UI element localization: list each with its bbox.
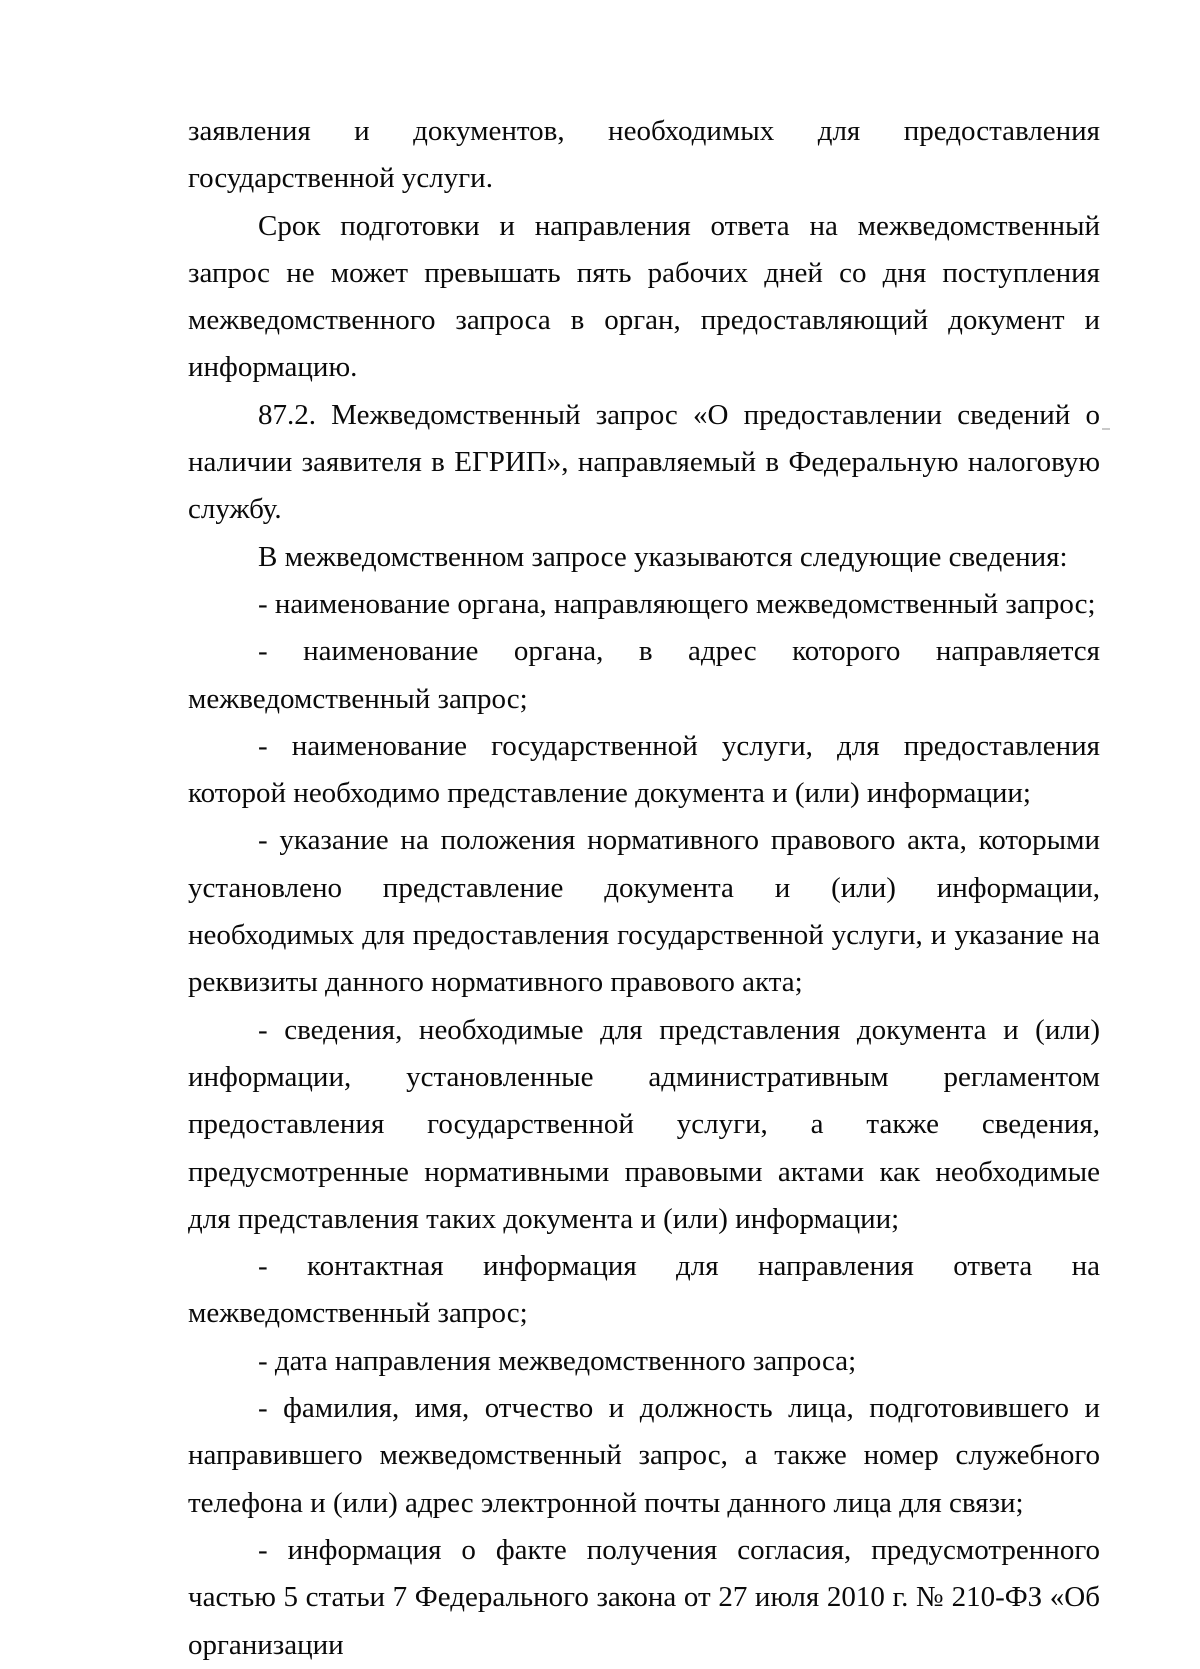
scan-artifact [1102,428,1110,430]
list-item-request-date: - дата направления межведомственного запроса; [258,1344,857,1377]
paragraph-section-87-2: 87.2. Межведомственный запрос «О предоставлении сведений о наличии заявителя в ЕГРИП», направляемый в Федеральную налоговую службу. [188,398,1100,526]
list-item-receiving-authority: - наименование органа, в адрес которого направляется межведомственный запрос; [188,635,1100,715]
list-item-contact-info: - контактная информация для направления ответа на межведомственный запрос; [188,1250,1100,1330]
paragraph-response-deadline: Срок подготовки и направления ответа на межведомственный запрос не может превышать пять рабочих дней со дня поступления межведомственного запроса в орган, предоставляющий документ и информацию. [188,209,1100,384]
list-item-consent-info: - информация о факте получения согласия, предусмотренного частью 5 статьи 7 Федерального закона от 27 июля 2010 г. № 210-ФЗ «Об организации [188,1533,1100,1661]
list-item-service-name: - наименование государственной услуги, для предоставления которой необходимо представление документа и (или) информации; [188,729,1100,810]
list-item-sending-authority: - наименование органа, направляющего межведомственный запрос; [258,587,1096,620]
document-body [188,108,1100,1669]
list-item-responsible-person: - фамилия, имя, отчество и должность лица, подготовившего и направившего межведомственный запрос, а также номер служебного телефона и (или) адрес электронной почты данного лица для связи; [188,1392,1100,1519]
paragraph-request-info-intro: В межведомственном запросе указываются следующие сведения: [258,540,1068,573]
list-item-legal-act: - указание на положения нормативного правового акта, которыми установлено представление документа и (или) информации, необходимых для предоставления государственной услуги, и указание на реквизиты данного нормативного правового акта; [188,824,1100,999]
list-item-required-info: - сведения, необходимые для представления документа и (или) информации, установленные административным регламентом предоставления государственной услуги, а также сведения, предусмотренные нормативными правовыми актами как необходимые для представления таких документа и (или) информации; [188,1013,1100,1235]
paragraph-continuation: заявления и документов, необходимых для предоставления государственной услуги. [188,115,1100,195]
